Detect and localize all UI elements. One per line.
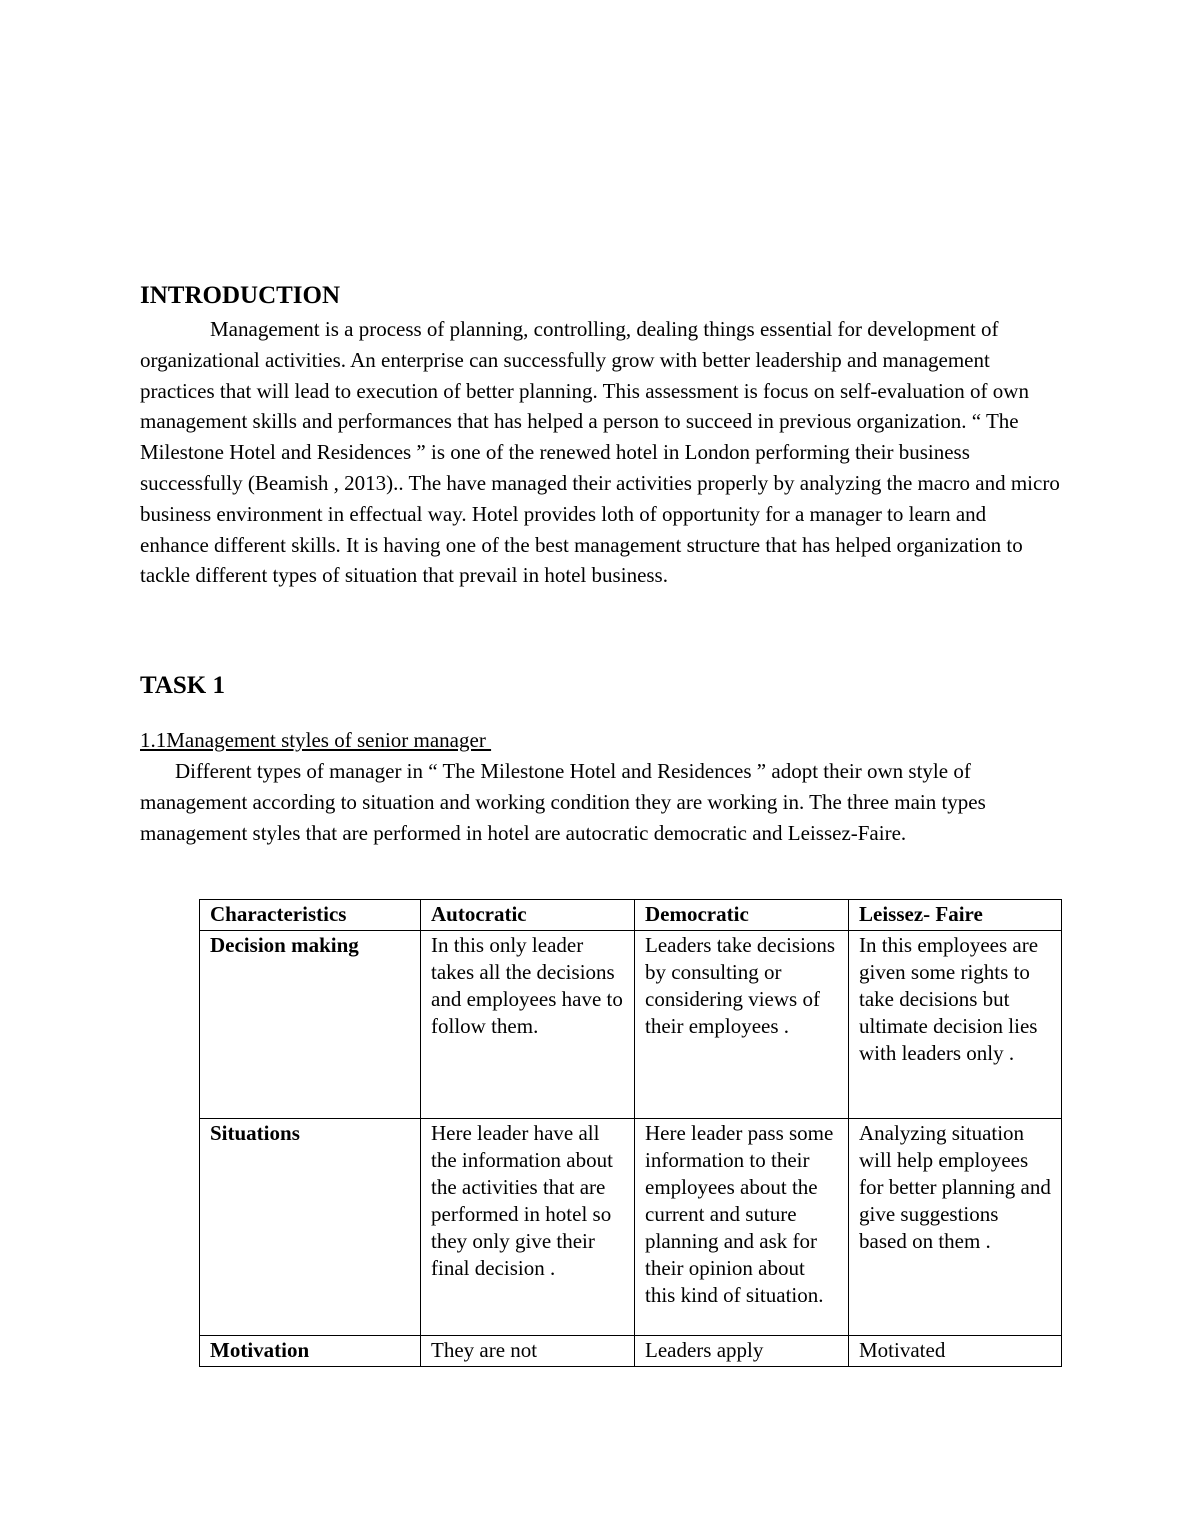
management-styles-table — [199, 899, 1062, 1367]
header-laissez-faire: Leissez- Faire — [849, 900, 1062, 931]
table-header-row — [200, 900, 1062, 931]
task-1-paragraph — [140, 756, 1060, 848]
row-label-motivation: Motivation — [200, 1336, 421, 1367]
row-label-situations: Situations — [200, 1119, 421, 1336]
table-row — [200, 1336, 1062, 1367]
introduction-heading: INTRODUCTION — [140, 282, 341, 309]
task-1-text: Different types of manager in “ The Milestone Hotel and Residences ” adopt their own style of management according to situation and working condition they are working in. The three main types management styles that are performed in hotel are autocratic democratic and Leissez-Faire. — [140, 759, 986, 845]
task-1-heading: TASK 1 — [140, 672, 225, 699]
introduction-text: Management is a process of planning, controlling, dealing things essential for development of organizational activities. An enterprise can successfully grow with better leadership and management practices that will lead to execution of better planning. This assessment is focus on self-evaluation of own management skills and performances that has helped a person to succeed in previous organization. “ The Milestone Hotel and Residences ” is one of the renewed hotel in London performing their business successfully (Beamish , 2013).. The have managed their activities properly by analyzing the macro and micro business environment in effectual way. Hotel provides loth of opportunity for a manager to learn and enhance different skills. It is having one of the best management structure that has helped organization to tackle different types of situation that prevail in hotel business. — [140, 317, 1060, 588]
cell-democratic: Leaders take decisions by consulting or considering views of their employees . — [635, 931, 849, 1119]
cell-democratic: Here leader pass some information to their employees about the current and suture planning and ask for their opinion about this kind of situation. — [635, 1119, 849, 1336]
row-label-decision-making: Decision making — [200, 931, 421, 1119]
introduction-paragraph — [140, 314, 1060, 591]
header-characteristics: Characteristics — [200, 900, 421, 931]
section-1-1-subheading: 1.1Management styles of senior manager — [140, 728, 492, 752]
cell-laissez-faire: Analyzing situation will help employees for better planning and give suggestions based on them . — [849, 1119, 1062, 1336]
cell-democratic: Leaders apply — [635, 1336, 849, 1367]
cell-autocratic: In this only leader takes all the decisions and employees have to follow them. — [421, 931, 635, 1119]
cell-autocratic: Here leader have all the information about the activities that are performed in hotel so they only give their final decision . — [421, 1119, 635, 1336]
cell-laissez-faire: In this employees are given some rights to take decisions but ultimate decision lies with leaders only . — [849, 931, 1062, 1119]
header-autocratic: Autocratic — [421, 900, 635, 931]
cell-laissez-faire: Motivated — [849, 1336, 1062, 1367]
table-row — [200, 931, 1062, 1119]
table-row — [200, 1119, 1062, 1336]
header-democratic: Democratic — [635, 900, 849, 931]
cell-autocratic: They are not — [421, 1336, 635, 1367]
